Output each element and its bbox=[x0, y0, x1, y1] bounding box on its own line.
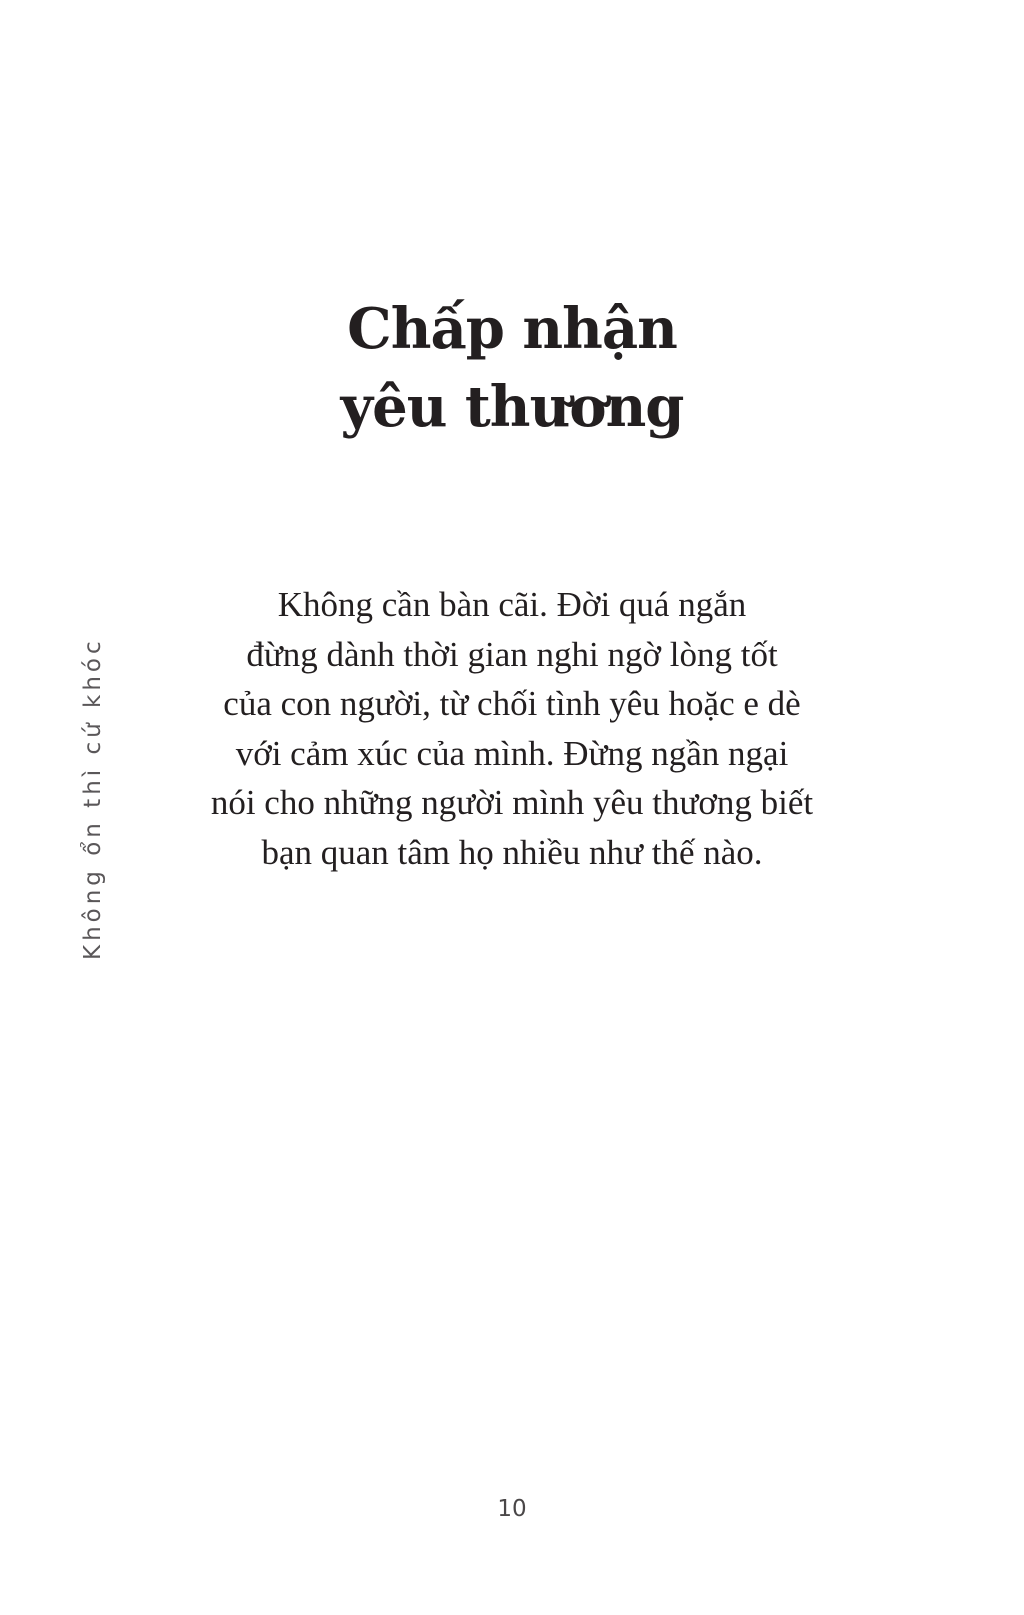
body-line: đừng dành thời gian nghi ngờ lòng tốt bbox=[246, 634, 778, 674]
body-line: bạn quan tâm họ nhiều như thế nào. bbox=[261, 832, 763, 872]
chapter-title-line: Chấp nhận bbox=[347, 296, 677, 362]
body-line: của con người, từ chối tình yêu hoặc e dè bbox=[223, 684, 801, 723]
body-paragraph bbox=[0, 580, 1024, 877]
page-number: 10 bbox=[497, 1496, 527, 1522]
chapter-title bbox=[0, 290, 1024, 446]
body-line: Không cần bàn cãi. Đời quá ngắn bbox=[277, 585, 747, 624]
running-book-title: Không ổn thì cứ khóc bbox=[80, 637, 106, 960]
chapter-title-line: yêu thương bbox=[340, 374, 684, 440]
body-line: với cảm xúc của mình. Đừng ngần ngại bbox=[235, 733, 789, 773]
body-line: nói cho những người mình yêu thương biết bbox=[210, 783, 814, 822]
